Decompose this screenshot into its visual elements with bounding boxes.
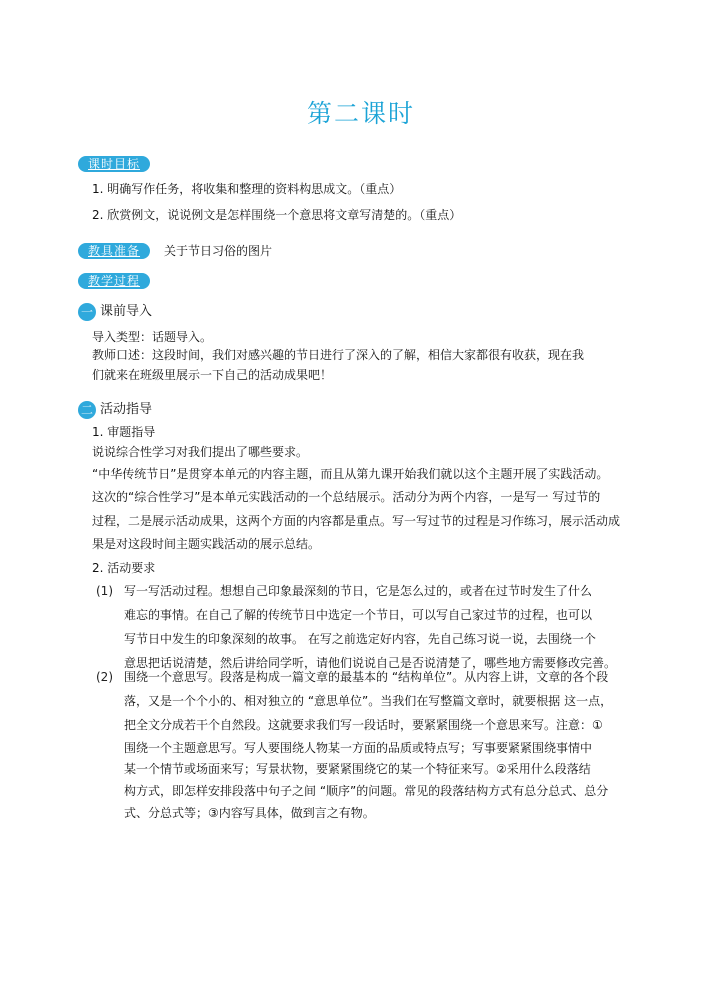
materials-text: 关于节日习俗的图片 <box>164 244 273 258</box>
req1-line-4: 意思把话说清楚，然后讲给同学听，请他们说说自己是否说清楚了，哪些地方需要修改完善。 <box>124 656 617 670</box>
req2-line-6: 构方式，即怎样安排段落中句子之间 “顺序”的问题。常见的段落结构方式有总分总式、总分 <box>124 784 609 798</box>
part1-line-1: 导入类型：话题导入。 <box>92 330 213 344</box>
part1-badge: 一 <box>78 303 96 321</box>
section-label-materials: 教具准备 <box>78 243 150 259</box>
req2-line-7: 式、分总式等；③内容写具体，做到言之有物。 <box>124 806 375 820</box>
sub1-line-3: 这次的“综合性学习”是本单元实践活动的一个总结展示。活动分为两个内容，一是写一 写过节的 <box>92 490 601 504</box>
part2-badge: 二 <box>78 401 96 419</box>
req1-number: (1) <box>96 584 113 598</box>
req1-line-3: 写节日中发生的印象深刻的故事。 在写之前选定好内容，先自己练习说一说，去围绕一个 <box>124 632 596 646</box>
section-label-process: 教学过程 <box>78 273 150 289</box>
sub2-heading: 2. 活动要求 <box>92 561 156 575</box>
req2-line-1: 围绕一个意思写。段落是构成一篇文章的最基本的 “结构单位”。从内容上讲，文章的各个段 <box>124 670 609 684</box>
part1-heading: 课前导入 <box>100 304 153 319</box>
req2-line-4: 围绕一个主题意思写。写人要围绕人物某一方面的品质或特点写；写事要紧紧围绕事情中 <box>124 741 593 755</box>
req1-line-1: 写一写活动过程。想想自己印象最深刻的节日，它是怎么过的，或者在过节时发生了什么 <box>124 584 593 598</box>
sub1-line-4: 过程，二是展示活动成果，这两个方面的内容都是重点。写一写过节的过程是习作练习，展示活动成 <box>92 514 621 528</box>
req2-line-5: 某一个情节或场面来写；写景状物，要紧紧围绕它的某一个特征来写。②采用什么段落结 <box>124 762 591 776</box>
goal-item-2: 2. 欣赏例文，说说例文是怎样围绕一个意思将文章写清楚的。（重点） <box>92 208 462 222</box>
part1-line-3: 们就来在班级里展示一下自己的活动成果吧！ <box>92 368 333 382</box>
sub1-line-2: “中华传统节日”是贯穿本单元的内容主题，而且从第九课开始我们就以这个主题开展了实践活动。 <box>92 467 609 481</box>
part1-line-2: 教师口述：这段时间，我们对感兴趣的节日进行了深入的了解，相信大家都很有收获，现在我 <box>92 348 585 362</box>
req2-line-2: 落，又是一个个小的、相对独立的 “意思单位”。当我们在写整篇文章时，就要根据 这一点， <box>124 694 613 708</box>
sub1-line-5: 果是对这段时间主题实践活动的展示总结。 <box>92 537 321 551</box>
req2-number: (2) <box>96 670 113 684</box>
req1-line-2: 难忘的事情。在自己了解的传统节日中选定一个节日，可以写自己家过节的过程，也可以 <box>124 608 593 622</box>
sub1-line-1: 说说综合性学习对我们提出了哪些要求。 <box>92 445 309 459</box>
sub1-heading: 1. 审题指导 <box>92 425 156 439</box>
section-label-goals: 课时目标 <box>78 156 150 172</box>
goal-item-1: 1. 明确写作任务，将收集和整理的资料构思成文。（重点） <box>92 182 402 196</box>
page-title: 第二课时 <box>306 99 415 128</box>
req2-line-3: 把全文分成若干个自然段。这就要求我们写一段话时，要紧紧围绕一个意思来写。注意：① <box>124 718 603 732</box>
part2-heading: 活动指导 <box>100 402 153 417</box>
